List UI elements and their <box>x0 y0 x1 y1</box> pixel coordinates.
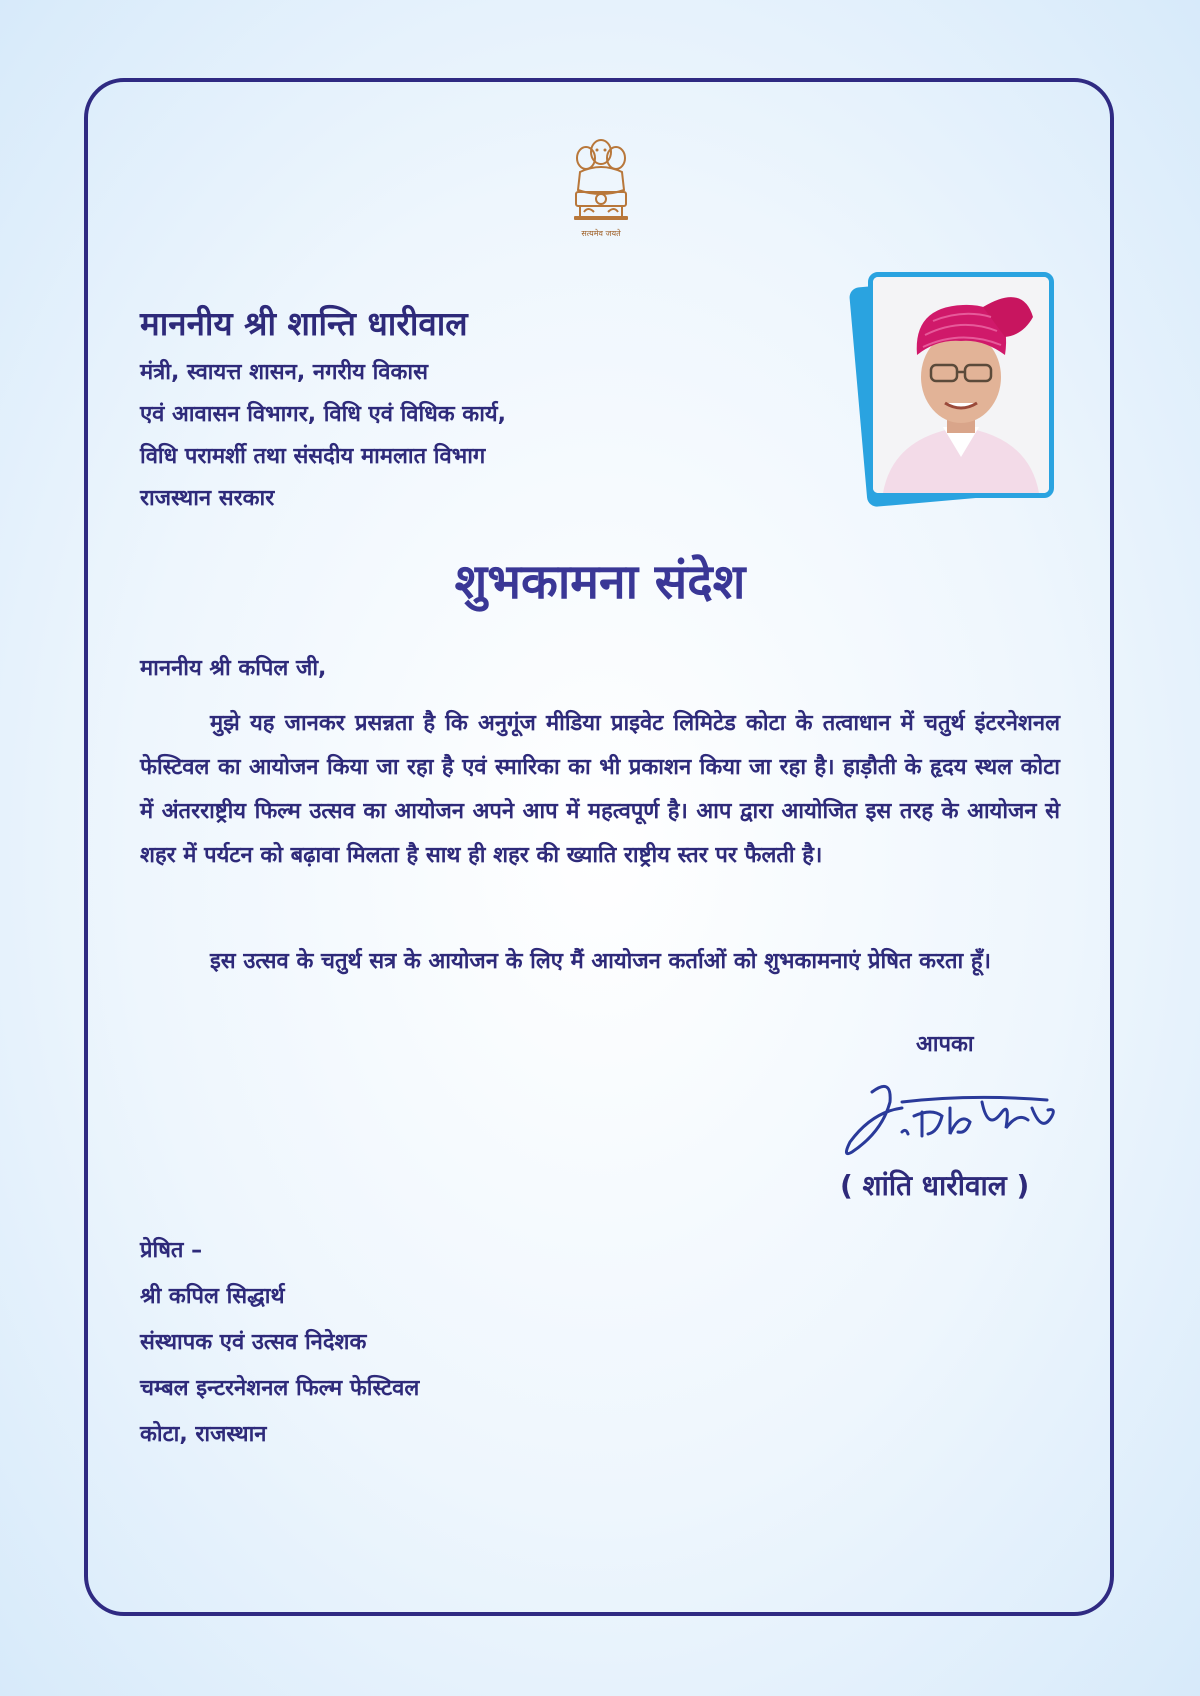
minister-photo <box>858 268 1058 503</box>
letter-heading: शुभकामना संदेश <box>454 554 746 610</box>
designation-line: मंत्री, स्वायत्त शासन, नगरीय विकास <box>140 360 428 385</box>
recipient-block <box>140 1228 419 1458</box>
recipient-line: प्रेषित – <box>140 1238 203 1263</box>
minister-designation <box>140 352 506 520</box>
recipient-line: चम्बल इन्टरनेशनल फिल्म फेस्टिवल <box>140 1376 420 1401</box>
ashoka-emblem-icon <box>566 132 636 242</box>
emblem-motto: सत्यमेव जयते <box>581 229 621 238</box>
recipient-line: कोटा, राजस्थान <box>140 1422 267 1447</box>
designation-line: विधि परामर्शी तथा संसदीय मामलात विभाग <box>140 444 486 469</box>
designation-line: राजस्थान सरकार <box>140 486 275 511</box>
minister-portrait-icon <box>873 277 1049 493</box>
signer-name: ( शांति धारीवाल ) <box>840 1169 1030 1202</box>
recipient-line: संस्थापक एवं उत्सव निदेशक <box>140 1330 367 1355</box>
handwritten-signature <box>842 1072 1062 1162</box>
minister-name: माननीय श्री शान्ति धारीवाल <box>140 304 468 343</box>
body-paragraph: मुझे यह जानकर प्रसन्नता है कि अनुगूंज मीडिया प्राइवेट लिमिटेड कोटा के तत्वाधान में चतुर्थ इंटरनेशनल फेस्टिवल का आयोजन किया जा रहा है एवं स्मारिका का भी प्रकाशन किया जा रहा है। हाड़ौती के हृदय स्थल कोटा में अंतरराष्ट्रीय फिल्म उत्सव का आयोजन अपने आप में महत्वपूर्ण है। आप द्वारा आयोजित इस तरह के आयोजन से शहर में पर्यटन को बढ़ावा मिलता है साथ ही शहर की ख्याति राष्ट्रीय स्तर पर फैलती है। <box>140 711 1060 868</box>
closing-text: आपका <box>916 1032 974 1057</box>
designation-line: एवं आवासन विभागर, विधि एवं विधिक कार्य, <box>140 402 507 427</box>
salutation: माननीय श्री कपिल जी, <box>140 656 327 681</box>
body-paragraph: इस उत्सव के चतुर्थ सत्र के आयोजन के लिए मैं आयोजन कर्ताओं को शुभकामनाएं प्रेषित करता हूँ। <box>210 949 991 974</box>
recipient-line: श्री कपिल सिद्धार्थ <box>140 1284 285 1309</box>
minister-portrait-frame <box>868 272 1054 498</box>
